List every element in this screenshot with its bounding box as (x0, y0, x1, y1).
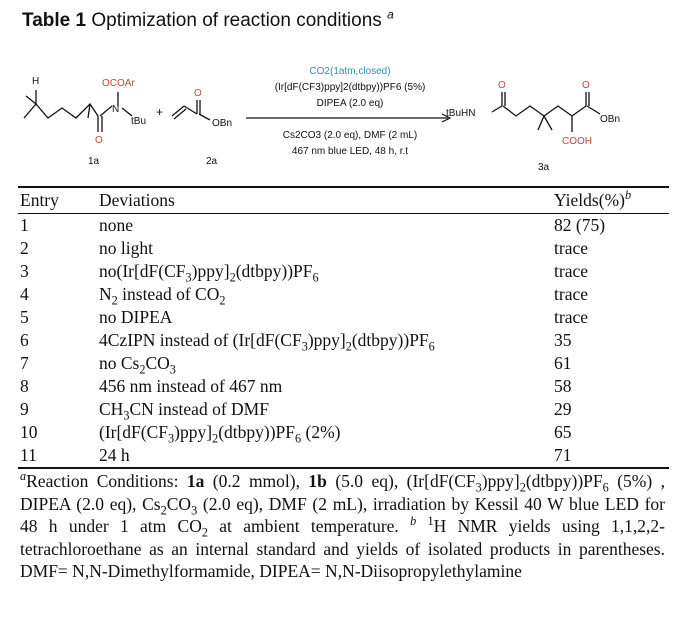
atom-cooh: COOH (562, 136, 592, 147)
yield-cell: 82 (75) (554, 215, 606, 235)
atom-h: H (32, 76, 40, 87)
table-row (18, 352, 669, 375)
conditions (275, 66, 426, 157)
yield-cell: 65 (554, 422, 572, 442)
label-3a: 3a (538, 162, 550, 173)
yield-cell: trace (554, 284, 588, 304)
deviation-cell: no light (99, 238, 153, 258)
deviation-cell: $(Ir[dF(CF_3)ppy]_2(dtbpy))PF_6$ (2%) (99, 422, 341, 446)
condition-base-solvent: Cs2CO3 (2.0 eq), DMF (2 mL) (282, 130, 418, 141)
entry-cell: 1 (20, 215, 29, 235)
table-row (18, 214, 669, 237)
entry-cell: 9 (20, 399, 29, 419)
table-title (22, 7, 394, 32)
footnote-mark-b: b (624, 188, 632, 203)
entry-cell: 11 (20, 445, 37, 465)
bottom-rule (18, 467, 669, 469)
table-row (18, 306, 669, 329)
deviation-cell: 24 h (99, 445, 130, 465)
deviation-cell: 456 nm instead of 467 nm (99, 376, 283, 396)
yield-cell: trace (554, 261, 588, 281)
table-label: Table 1 (22, 10, 87, 31)
condition-dipea: DIPEA (2.0 eq) (316, 98, 384, 109)
atom-ocoar: OCOAr (102, 78, 135, 89)
plus-sign: + (156, 105, 164, 119)
yield-cell: trace (554, 238, 588, 258)
table-row (18, 260, 669, 283)
deviation-cell: $N_2$ instead of $CO_2$ (99, 284, 226, 308)
header-yields-label: Yields(%) (554, 190, 625, 210)
condition-co2: CO2(1atm,closed) (309, 66, 391, 77)
yield-cell: 29 (554, 399, 572, 419)
atom-tbu-1a: tBu (131, 116, 147, 127)
table-row (18, 444, 669, 467)
atom-o-1a: O (95, 135, 103, 146)
product-3a (492, 92, 600, 132)
entry-cell: 5 (20, 307, 29, 327)
deviation-cell: none (99, 215, 134, 235)
optimization-table (18, 186, 669, 469)
table-row (18, 283, 669, 306)
reaction-scheme (14, 52, 674, 182)
reaction-arrow (246, 114, 450, 122)
entry-cell: 8 (20, 376, 29, 396)
atom-o-ester: O (582, 80, 590, 91)
entry-cell: 4 (20, 284, 29, 304)
atom-obn-3a: OBn (600, 114, 621, 125)
table-row (18, 375, 669, 398)
footnote-a-mark: a (20, 469, 27, 484)
deviation-cell: no DIPEA (99, 307, 173, 327)
yield-cell: 61 (554, 353, 572, 373)
deviation-cell: $CH_3CN$ instead of DMF (99, 399, 269, 423)
table-row (18, 398, 669, 421)
footnote-mark-a: a (387, 7, 394, 22)
entry-cell: 10 (20, 422, 38, 442)
atom-o-amide: O (498, 80, 506, 91)
label-2a: 2a (206, 156, 218, 167)
atom-o-2a: O (194, 88, 202, 99)
header-yields (554, 188, 669, 213)
entry-cell: 3 (20, 261, 29, 281)
condition-light: 467 nm blue LED, 48 h, r.t (291, 146, 409, 157)
yield-cell: trace (554, 307, 588, 327)
table-row (18, 237, 669, 260)
table-row (18, 329, 669, 352)
deviation-cell: 4CzIPN instead of $(Ir[dF(CF_3)ppy]_2(dtbpy))PF_6$ (99, 330, 435, 354)
entry-cell: 2 (20, 238, 29, 258)
table-caption: Optimization of reaction conditions (91, 10, 382, 31)
footnote-b-mark: b (410, 514, 417, 529)
atom-obn-2a: OBn (212, 118, 233, 129)
table-row (18, 421, 669, 444)
entry-cell: 7 (20, 353, 29, 373)
atom-tbuhn: tBuHN (446, 108, 476, 119)
header-entry: Entry (20, 190, 59, 210)
deviation-cell: no $Cs_2CO_3$ (99, 353, 176, 377)
entry-cell: 6 (20, 330, 29, 350)
table-footnote: $^a$Reaction Conditions: 1a (0.2 mmol), 1b (5.0 eq), $(Ir[dF(CF_3)ppy]_2(dtbpy))PF_6$ (5%) , DIPEA (2.0 eq), $Cs_2CO_3$ (2.0 eq), DMF (2 mL), irradiation by Kessil 40 W blue LED for 48 h under 1 atm $CO_2$ at ambient temperature. $^b$ $^1$H NMR yields using 1,1,2,2-tetrachloroethane as an internal standard and yields of isolated products in parentheses. DMF= N,N-Dimethylformamide, DIPEA= N,N-Diisopropylethylamine (20, 469, 666, 581)
reactant-2a (172, 100, 210, 120)
table-header (18, 188, 669, 213)
header-deviations: Deviations (99, 190, 175, 210)
yield-cell: 58 (554, 376, 572, 396)
label-1a: 1a (88, 156, 100, 167)
condition-catalyst: (Ir[dF(CF3)ppy]2(dtbpy))PF6 (5%) (274, 82, 426, 93)
yield-cell: 35 (554, 330, 572, 350)
deviation-cell: $no(Ir[dF(CF_3)ppy]_2(dtbpy))PF_6$ (99, 261, 319, 285)
yield-cell: 71 (554, 445, 572, 465)
atom-n-1a: N (112, 104, 120, 115)
